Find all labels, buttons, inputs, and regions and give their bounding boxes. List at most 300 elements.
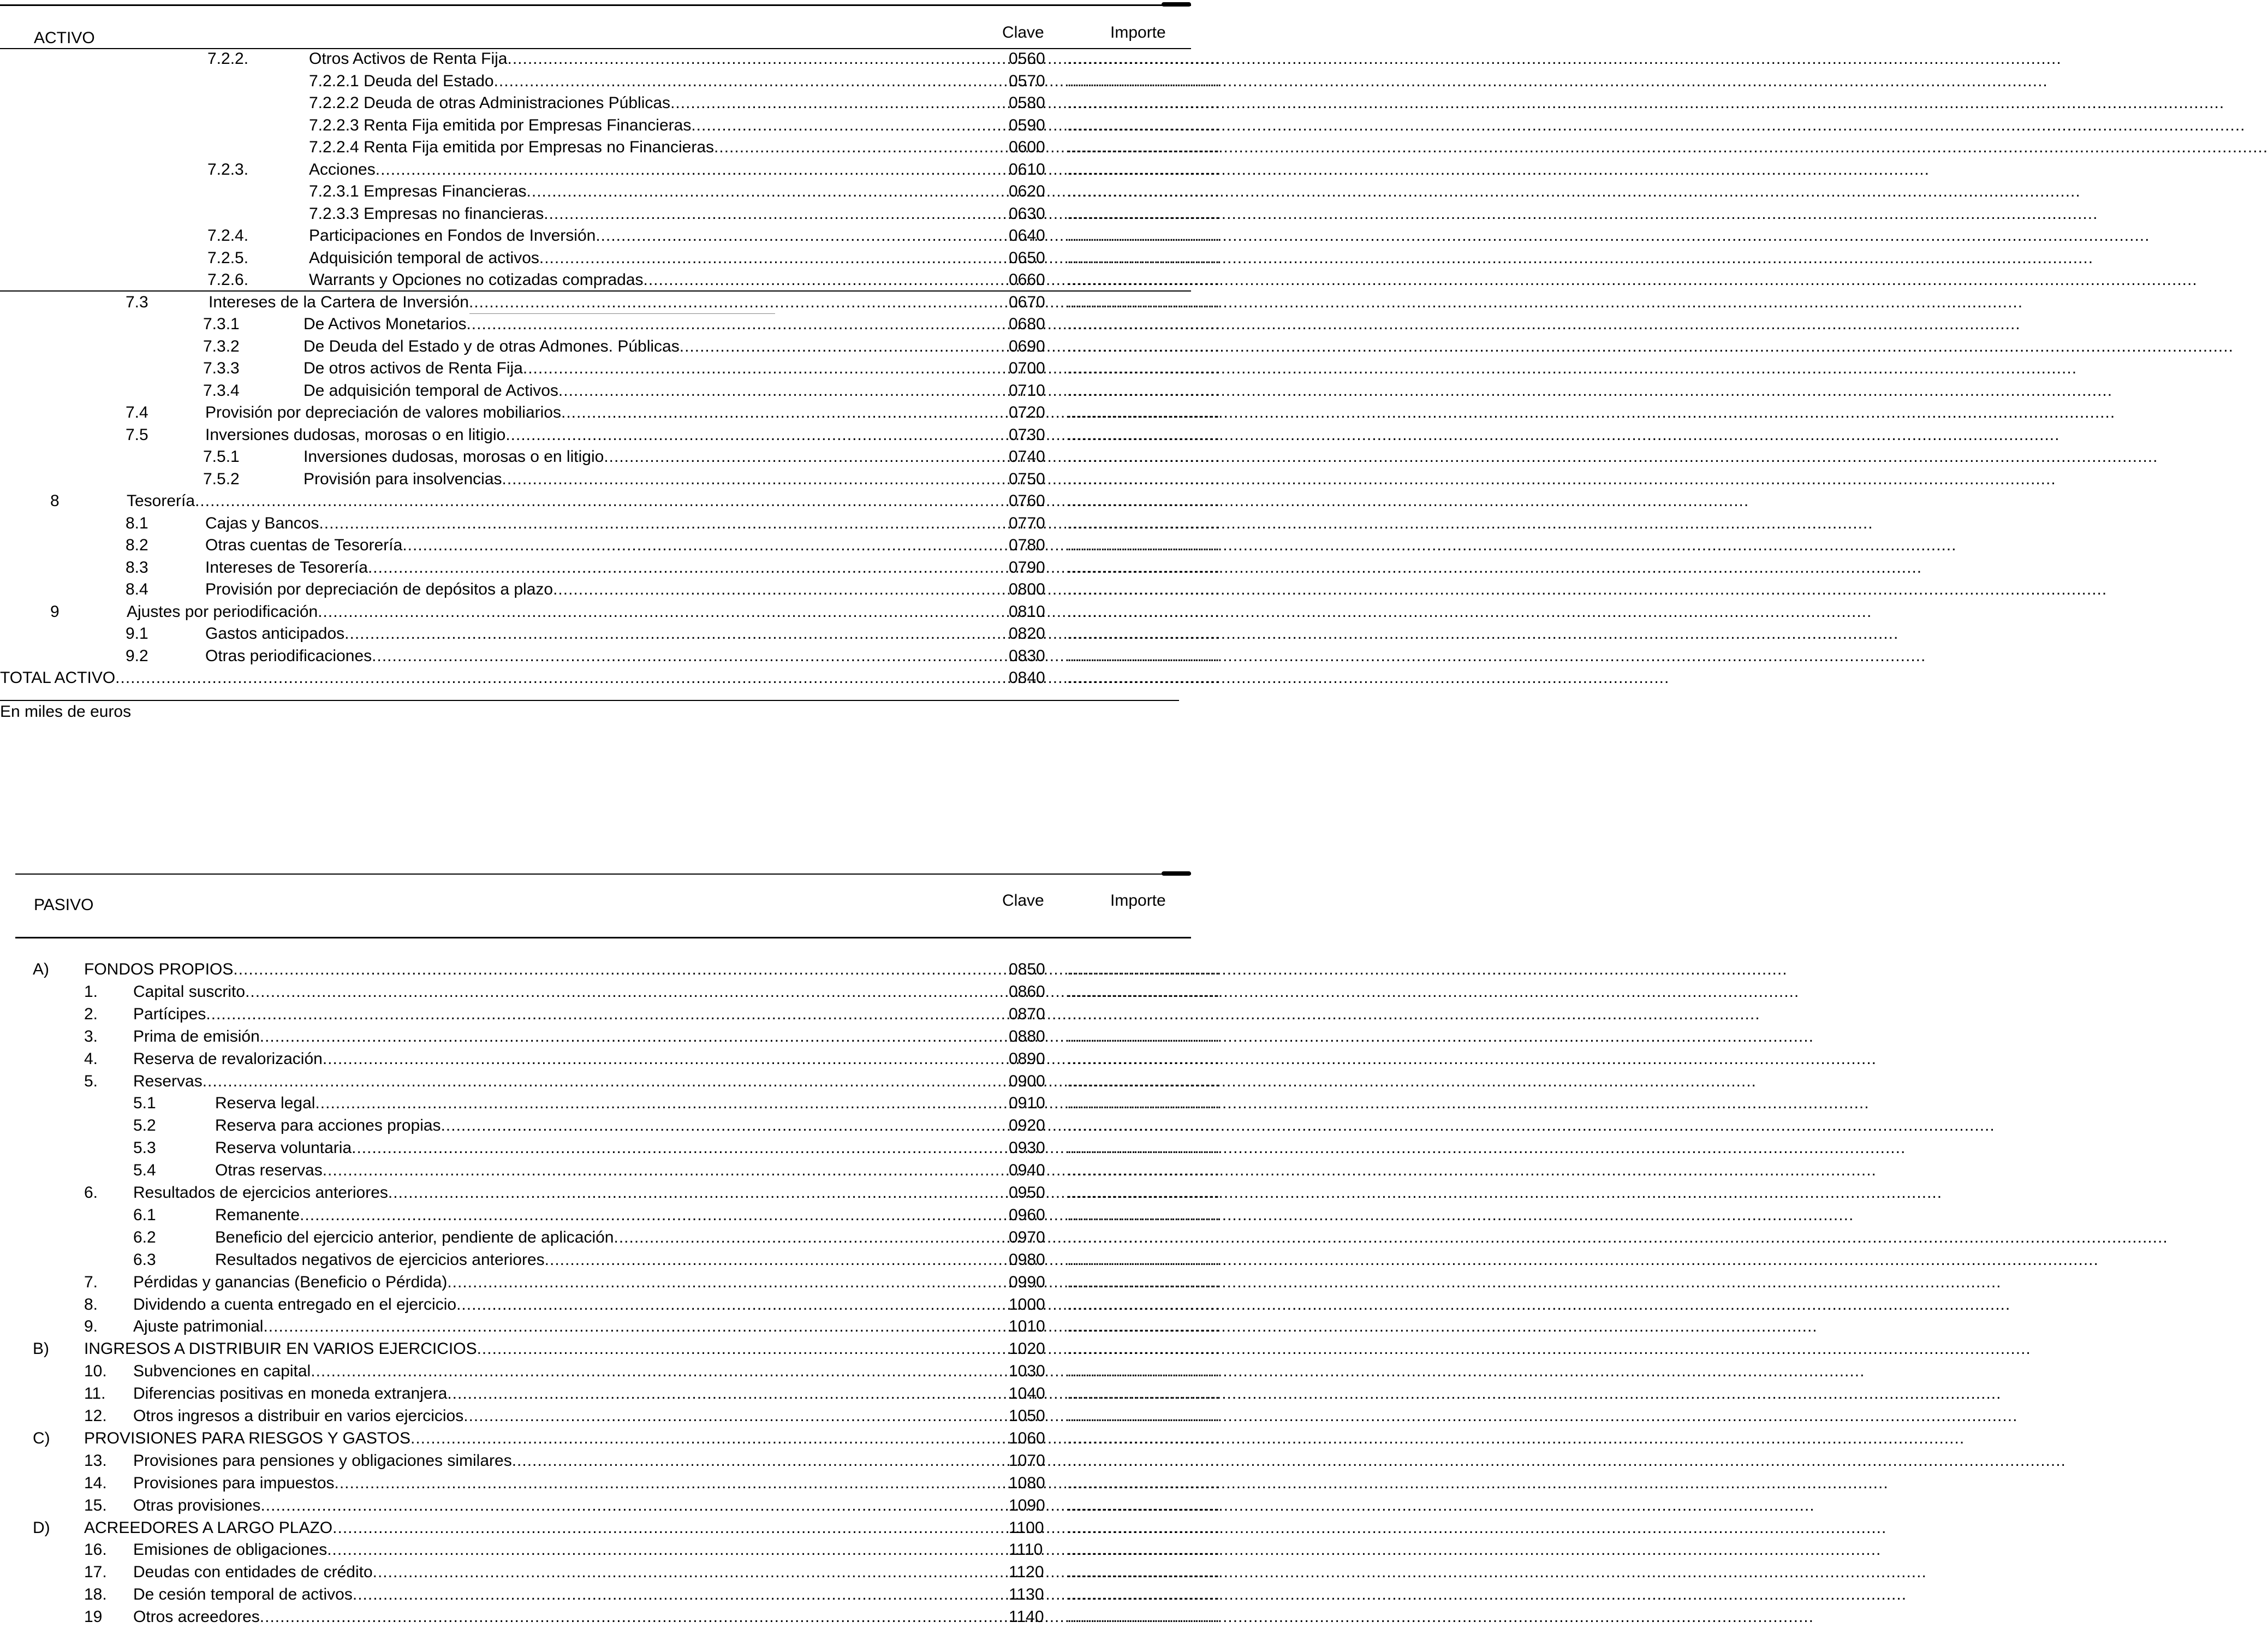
importe-input[interactable]: ..............................: [1067, 1161, 1221, 1180]
row-number: 6.3: [133, 1250, 156, 1269]
row-clave: 0930: [1009, 1139, 1045, 1157]
table-row: [0, 1561, 1221, 1583]
importe-input[interactable]: ..............................: [1067, 1518, 1221, 1537]
importe-input[interactable]: ..............................: [1067, 138, 1221, 156]
table-row: [0, 115, 1221, 136]
row-clave: 0910: [1009, 1094, 1045, 1113]
row-number: 5.2: [133, 1116, 156, 1135]
row-clave: 0790: [1009, 558, 1045, 577]
importe-input[interactable]: ..............................: [1067, 625, 1221, 643]
row-clave: 0850: [1009, 960, 1045, 978]
row-label: Adquisición temporal de activos .....: [309, 247, 922, 269]
activo-importe-header: Importe: [1110, 23, 1166, 41]
pasivo-section-title: PASIVO: [34, 896, 94, 914]
table-row: [0, 1539, 1221, 1561]
row-clave: 1020: [1009, 1340, 1045, 1358]
row-label: Reserva legal .....: [215, 1092, 933, 1114]
row-number: 10.: [84, 1362, 107, 1381]
table-row: [0, 1115, 1221, 1137]
row-clave: 1110: [1009, 1541, 1043, 1559]
row-number: 12.: [84, 1407, 107, 1425]
importe-input[interactable]: ..............................: [1067, 558, 1221, 577]
row-label: Cajas y Bancos .....: [205, 513, 922, 534]
importe-input[interactable]: ..............................: [1067, 580, 1221, 598]
row-clave: 0880: [1009, 1027, 1045, 1045]
row-clave: 0630: [1009, 204, 1045, 223]
row-number: 7.5.2: [203, 470, 240, 488]
table-row: [0, 645, 1221, 667]
importe-input[interactable]: ..............................: [1067, 982, 1221, 1001]
row-clave: 0920: [1009, 1116, 1045, 1135]
table-row: [0, 92, 1221, 114]
importe-input[interactable]: ..............................: [1067, 1049, 1221, 1068]
table-row: [0, 136, 1221, 158]
row-clave: 0720: [1009, 403, 1045, 421]
table-row: [0, 1182, 1221, 1204]
row-label: 7.2.2.4 Renta Fija emitida por Empresas no Financieras .....: [309, 136, 922, 158]
importe-input[interactable]: ..............................: [1067, 204, 1221, 223]
row-clave: 0960: [1009, 1205, 1045, 1224]
row-number: 6.: [84, 1184, 98, 1202]
row-label: FONDOS PROPIOS .....: [84, 959, 933, 981]
row-number: 8.2: [126, 536, 148, 554]
importe-input[interactable]: ..............................: [1067, 492, 1221, 510]
activo-clave-header: Clave: [1002, 23, 1044, 41]
table-row: [0, 1092, 1221, 1114]
row-label: Dividendo a cuenta entregado en el ejercicio .....: [133, 1294, 933, 1316]
table-row: [0, 579, 1221, 601]
importe-input[interactable]: ..............................: [1067, 1340, 1221, 1358]
row-clave: 0830: [1009, 646, 1045, 665]
row-clave: 0820: [1009, 625, 1045, 643]
importe-input[interactable]: ..............................: [1067, 1385, 1221, 1403]
row-number: 18.: [84, 1585, 107, 1604]
importe-input[interactable]: ..............................: [1067, 1273, 1221, 1291]
table-row: [0, 1026, 1221, 1048]
row-label: Remanente .....: [215, 1204, 933, 1226]
row-number: A): [33, 960, 49, 978]
row-clave: 0560: [1009, 50, 1045, 68]
row-clave: 1040: [1009, 1385, 1045, 1403]
row-clave: 1010: [1009, 1317, 1045, 1336]
row-label: Warrants y Opciones no cotizadas compradas .....: [309, 269, 922, 291]
table-row: [0, 1428, 1221, 1449]
table-row: [0, 70, 1221, 92]
row-label: Emisiones de obligaciones .....: [133, 1539, 933, 1561]
row-clave: 1130: [1009, 1585, 1044, 1604]
row-label: Ajuste patrimonial .....: [133, 1316, 933, 1338]
row-label: 7.2.3.1 Empresas Financieras .....: [309, 181, 922, 203]
row-clave: 0870: [1009, 1005, 1045, 1023]
row-clave: 0710: [1009, 381, 1045, 400]
row-clave: 0940: [1009, 1161, 1045, 1180]
importe-input[interactable]: ..............................: [1067, 1407, 1221, 1425]
row-label: Otros ingresos a distribuir en varios ejercicios .....: [133, 1405, 933, 1427]
row-clave: 0610: [1009, 160, 1045, 179]
row-number: 7.3.2: [203, 337, 240, 355]
table-row: [0, 601, 1221, 623]
row-clave: 1120: [1009, 1563, 1044, 1582]
importe-input[interactable]: ..............................: [1067, 1451, 1221, 1470]
table-row: [0, 534, 1221, 556]
table-row: [0, 667, 1221, 689]
table-row: [0, 446, 1221, 468]
row-clave: 1060: [1009, 1429, 1045, 1447]
importe-input[interactable]: ..............................: [1067, 381, 1221, 400]
activo-top-rule: [0, 4, 1191, 6]
pasivo-top-rule: [15, 874, 1191, 875]
importe-input[interactable]: ..............................: [1067, 1362, 1221, 1381]
row-label: ACREEDORES A LARGO PLAZO .....: [84, 1517, 933, 1539]
row-number: 5.1: [133, 1094, 156, 1113]
row-clave: 0780: [1009, 536, 1045, 554]
pasivo-importe-header: Importe: [1110, 892, 1166, 910]
table-row: [0, 336, 1221, 358]
row-label: Intereses de la Cartera de Inversión .....: [209, 292, 922, 313]
activo-section-title: ACTIVO: [34, 29, 95, 47]
row-label: Provisión para insolvencias .....: [303, 468, 922, 490]
table-row: [0, 981, 1221, 1003]
table-row: [0, 1360, 1221, 1382]
row-clave: 0970: [1009, 1228, 1045, 1246]
table-row: [0, 1517, 1221, 1539]
row-label: 7.2.2.3 Renta Fija emitida por Empresas Financieras .....: [309, 115, 922, 136]
importe-input[interactable]: ..............................: [1067, 536, 1221, 554]
importe-input[interactable]: ..............................: [1067, 646, 1221, 665]
row-number: 8.: [84, 1295, 98, 1314]
importe-input[interactable]: ..............................: [1067, 72, 1221, 90]
row-label: 7.2.2.1 Deuda del Estado .....: [309, 70, 922, 92]
row-label: Provisiones para pensiones y obligaciones similares .....: [133, 1450, 933, 1472]
row-label: Resultados negativos de ejercicios anteriores .....: [215, 1249, 933, 1271]
row-clave: 0810: [1009, 602, 1045, 621]
pasivo-clave-header: Clave: [1002, 892, 1044, 910]
row-label: Beneficio del ejercicio anterior, pendiente de aplicación .....: [215, 1227, 933, 1249]
row-number: 13.: [84, 1451, 107, 1470]
row-number: 8.1: [126, 514, 148, 532]
table-row: [0, 1338, 1221, 1360]
importe-input[interactable]: ..............................: [1067, 359, 1221, 377]
row-clave: 1070: [1009, 1451, 1045, 1470]
row-number: 7.2.5.: [207, 248, 249, 267]
row-clave: 0770: [1009, 514, 1045, 532]
importe-input[interactable]: ..............................: [1067, 1027, 1221, 1045]
row-number: 6.2: [133, 1228, 156, 1246]
row-label: Otras reservas .....: [215, 1160, 933, 1181]
row-number: 7.2.4.: [207, 227, 249, 245]
row-number: 4.: [84, 1049, 98, 1068]
row-number: 7.3: [126, 293, 148, 311]
row-clave: 0990: [1009, 1273, 1045, 1291]
row-clave: 0890: [1009, 1049, 1045, 1068]
importe-input[interactable]: ..............................: [1067, 1094, 1221, 1113]
row-number: 9.2: [126, 646, 148, 665]
table-row: [0, 1405, 1221, 1427]
row-clave: 0950: [1009, 1184, 1045, 1202]
row-label: 7.2.3.3 Empresas no financieras .....: [309, 203, 922, 225]
table-row: [0, 313, 1221, 335]
importe-input[interactable]: ..............................: [1067, 1005, 1221, 1023]
row-clave: 1000: [1009, 1295, 1045, 1314]
row-clave: 0590: [1009, 116, 1045, 134]
importe-input[interactable]: ..............................: [1067, 960, 1221, 978]
importe-input[interactable]: ..............................: [1067, 669, 1221, 687]
table-row: [0, 358, 1221, 379]
row-label: TOTAL ACTIVO .....: [0, 667, 922, 689]
table-row: [0, 424, 1221, 446]
importe-input[interactable]: ..............................: [1067, 94, 1221, 112]
row-clave: 0800: [1009, 580, 1045, 598]
row-number: C): [33, 1429, 50, 1447]
table-row: [0, 1003, 1221, 1025]
table-row: [0, 1450, 1221, 1472]
activo-top-rule-end: [1162, 2, 1191, 7]
table-row: [0, 1137, 1221, 1159]
row-number: 9.1: [126, 625, 148, 643]
row-clave: 0570: [1009, 72, 1045, 90]
table-row: [0, 623, 1221, 645]
row-number: D): [33, 1518, 50, 1537]
table-row: [0, 513, 1221, 534]
row-clave: 0840: [1009, 669, 1045, 687]
row-clave: 0660: [1009, 271, 1045, 289]
importe-input[interactable]: ..............................: [1067, 116, 1221, 134]
row-clave: 0980: [1009, 1250, 1045, 1269]
row-label: Inversiones dudosas, morosas o en litigio .....: [205, 424, 922, 446]
row-number: 7.: [84, 1273, 98, 1291]
table-row: [0, 1071, 1221, 1092]
row-number: 2.: [84, 1005, 98, 1023]
row-label: Tesorería .....: [127, 490, 922, 512]
row-clave: 0600: [1009, 138, 1045, 156]
table-row: [0, 1495, 1221, 1517]
row-number: 8.4: [126, 580, 148, 598]
row-number: 8: [50, 492, 59, 510]
row-clave: 0700: [1009, 359, 1045, 377]
row-label: Otros Activos de Renta Fija .....: [309, 48, 922, 70]
row-label: Intereses de Tesorería .....: [205, 557, 922, 579]
importe-input[interactable]: ..............................: [1067, 293, 1221, 311]
importe-input[interactable]: ..............................: [1067, 1496, 1221, 1514]
row-label: Provisión por depreciación de depósitos a plazo .....: [205, 579, 922, 601]
importe-input[interactable]: ..............................: [1067, 1429, 1221, 1447]
table-row: [0, 269, 1221, 291]
table-row: [0, 225, 1221, 247]
row-clave: 0860: [1009, 982, 1045, 1001]
pasivo-top-rule-end: [1162, 871, 1191, 876]
importe-input[interactable]: ..............................: [1067, 514, 1221, 532]
importe-input[interactable]: ..............................: [1067, 425, 1221, 444]
importe-input[interactable]: ..............................: [1067, 1563, 1221, 1582]
importe-input[interactable]: ..............................: [1067, 160, 1221, 179]
importe-input[interactable]: ..............................: [1067, 248, 1221, 267]
row-number: 7.5.1: [203, 448, 240, 466]
importe-input[interactable]: ..............................: [1067, 470, 1221, 488]
row-clave: 1100: [1009, 1518, 1044, 1537]
table-row: [0, 292, 1221, 313]
row-clave: 1140: [1009, 1608, 1044, 1626]
table-row: [0, 1271, 1221, 1293]
activo-mid-rule-scan: [469, 313, 775, 314]
importe-input[interactable]: ..............................: [1067, 1139, 1221, 1157]
importe-input[interactable]: ..............................: [1067, 1205, 1221, 1224]
table-row: [0, 1048, 1221, 1070]
row-number: 17.: [84, 1563, 107, 1582]
row-label: Provisión por depreciación de valores mobiliarios .....: [205, 402, 922, 424]
row-number: 14.: [84, 1473, 107, 1492]
row-clave: 1050: [1009, 1407, 1045, 1425]
row-clave: 0900: [1009, 1072, 1045, 1090]
row-label: INGRESOS A DISTRIBUIR EN VARIOS EJERCICIOS .....: [84, 1338, 933, 1360]
row-number: 7.3.3: [203, 359, 240, 377]
row-label: De adquisición temporal de Activos .....: [303, 380, 922, 402]
row-label: Gastos anticipados .....: [205, 623, 922, 645]
row-clave: 1090: [1009, 1496, 1045, 1514]
row-clave: 0580: [1009, 94, 1045, 112]
row-clave: 0680: [1009, 315, 1045, 333]
table-row: [0, 181, 1221, 203]
table-row: [0, 490, 1221, 512]
importe-input[interactable]: ..............................: [1067, 271, 1221, 289]
row-label: Otras periodificaciones .....: [205, 645, 922, 667]
importe-input[interactable]: ..............................: [1067, 50, 1221, 68]
table-row: [0, 1294, 1221, 1316]
row-label: De Deuda del Estado y de otras Admones. Públicas .....: [303, 336, 922, 358]
activo-total-rule: [0, 700, 1179, 701]
row-number: 7.2.6.: [207, 271, 249, 289]
row-number: 16.: [84, 1541, 107, 1559]
importe-input[interactable]: ..............................: [1067, 227, 1221, 245]
table-row: [0, 1606, 1221, 1628]
table-row: [0, 1472, 1221, 1494]
table-row: [0, 402, 1221, 424]
table-row: [0, 468, 1221, 490]
table-row: [0, 159, 1221, 181]
importe-input[interactable]: ..............................: [1067, 1072, 1221, 1090]
row-label: Diferencias positivas en moneda extranjera .....: [133, 1383, 933, 1405]
row-number: 15.: [84, 1496, 107, 1514]
activo-mid-rule: [0, 290, 1191, 292]
row-label: Reserva de revalorización .....: [133, 1048, 933, 1070]
row-label: Otras provisiones .....: [133, 1495, 933, 1517]
row-label: De Activos Monetarios .....: [303, 313, 922, 335]
row-label: Reserva voluntaria .....: [215, 1137, 933, 1159]
table-row: [0, 1204, 1221, 1226]
table-row: [0, 557, 1221, 579]
importe-input[interactable]: ..............................: [1067, 1295, 1221, 1314]
row-clave: 0620: [1009, 182, 1045, 200]
row-number: 7.2.3.: [207, 160, 249, 179]
row-label: Acciones .....: [309, 159, 922, 181]
row-number: 5.4: [133, 1161, 156, 1180]
importe-input[interactable]: ..............................: [1067, 1585, 1221, 1604]
row-label: Provisiones para impuestos .....: [133, 1472, 933, 1494]
row-number: 5.: [84, 1072, 98, 1090]
row-label: Partícipes .....: [133, 1003, 933, 1025]
row-clave: 1030: [1009, 1362, 1045, 1381]
row-label: De cesión temporal de activos .....: [133, 1584, 933, 1606]
row-number: 5.3: [133, 1139, 156, 1157]
table-row: [0, 1584, 1221, 1606]
row-label: Reserva para acciones propias .....: [215, 1115, 933, 1137]
row-label: Otros acreedores .....: [133, 1606, 933, 1628]
importe-input[interactable]: ..............................: [1067, 315, 1221, 333]
table-row: [0, 1383, 1221, 1405]
row-label: PROVISIONES PARA RIESGOS Y GASTOS .....: [84, 1428, 933, 1449]
row-number: 7.5: [126, 425, 148, 444]
table-row: [0, 380, 1221, 402]
row-number: 11.: [84, 1385, 106, 1403]
table-row: [0, 203, 1221, 225]
importe-input[interactable]: ..............................: [1067, 1184, 1221, 1202]
importe-input[interactable]: ..............................: [1067, 1541, 1221, 1559]
importe-input[interactable]: ..............................: [1067, 1317, 1221, 1336]
row-label: Subvenciones en capital .....: [133, 1360, 933, 1382]
importe-input[interactable]: ..............................: [1067, 1250, 1221, 1269]
table-row: [0, 1249, 1221, 1271]
row-number: 8.3: [126, 558, 148, 577]
row-number: 7.3.1: [203, 315, 240, 333]
row-clave: 0690: [1009, 337, 1045, 355]
row-label: Inversiones dudosas, morosas o en litigio .....: [303, 446, 922, 468]
row-label: Resultados de ejercicios anteriores .....: [133, 1182, 933, 1204]
row-number: 3.: [84, 1027, 98, 1045]
row-label: Reservas .....: [133, 1071, 933, 1092]
row-label: Participaciones en Fondos de Inversión .....: [309, 225, 922, 247]
importe-input[interactable]: ..............................: [1067, 1608, 1221, 1626]
row-clave: 0740: [1009, 448, 1045, 466]
row-number: 6.1: [133, 1205, 156, 1224]
row-clave: 0650: [1009, 248, 1045, 267]
row-number: 9.: [84, 1317, 98, 1336]
importe-input[interactable]: ..............................: [1067, 1228, 1221, 1246]
row-number: 9: [50, 602, 59, 621]
row-label: Capital suscrito .....: [133, 981, 933, 1003]
table-row: [0, 1316, 1221, 1338]
row-label: Deudas con entidades de crédito .....: [133, 1561, 933, 1583]
row-clave: 0730: [1009, 425, 1045, 444]
table-row: [0, 1227, 1221, 1249]
row-clave: 0750: [1009, 470, 1045, 488]
importe-input[interactable]: ..............................: [1067, 337, 1221, 355]
activo-footnote: En miles de euros: [0, 703, 132, 721]
importe-input[interactable]: ..............................: [1067, 448, 1221, 466]
importe-input[interactable]: ..............................: [1067, 182, 1221, 200]
row-number: 7.4: [126, 403, 148, 421]
row-number: B): [33, 1340, 49, 1358]
row-number: 7.3.4: [203, 381, 240, 400]
pasivo-header-rule: [15, 937, 1191, 938]
row-number: 7.2.2.: [207, 50, 249, 68]
importe-input[interactable]: ..............................: [1067, 1116, 1221, 1135]
importe-input[interactable]: ..............................: [1067, 403, 1221, 421]
row-label: Ajustes por periodificación .....: [127, 601, 922, 623]
row-clave: 0760: [1009, 492, 1045, 510]
row-number: 19: [84, 1608, 103, 1626]
row-label: Prima de emisión .....: [133, 1026, 933, 1048]
table-row: [0, 247, 1221, 269]
importe-input[interactable]: ..............................: [1067, 1473, 1221, 1492]
table-row: [0, 48, 1221, 70]
row-clave: 0640: [1009, 227, 1045, 245]
row-label: 7.2.2.2 Deuda de otras Administraciones Públicas .....: [309, 92, 922, 114]
row-label: Pérdidas y ganancias (Beneficio o Pérdida) .....: [133, 1271, 933, 1293]
table-row: [0, 1160, 1221, 1181]
row-label: Otras cuentas de Tesorería .....: [205, 534, 922, 556]
row-number: 1.: [84, 982, 98, 1001]
importe-input[interactable]: ..............................: [1067, 602, 1221, 621]
table-row: [0, 959, 1221, 981]
